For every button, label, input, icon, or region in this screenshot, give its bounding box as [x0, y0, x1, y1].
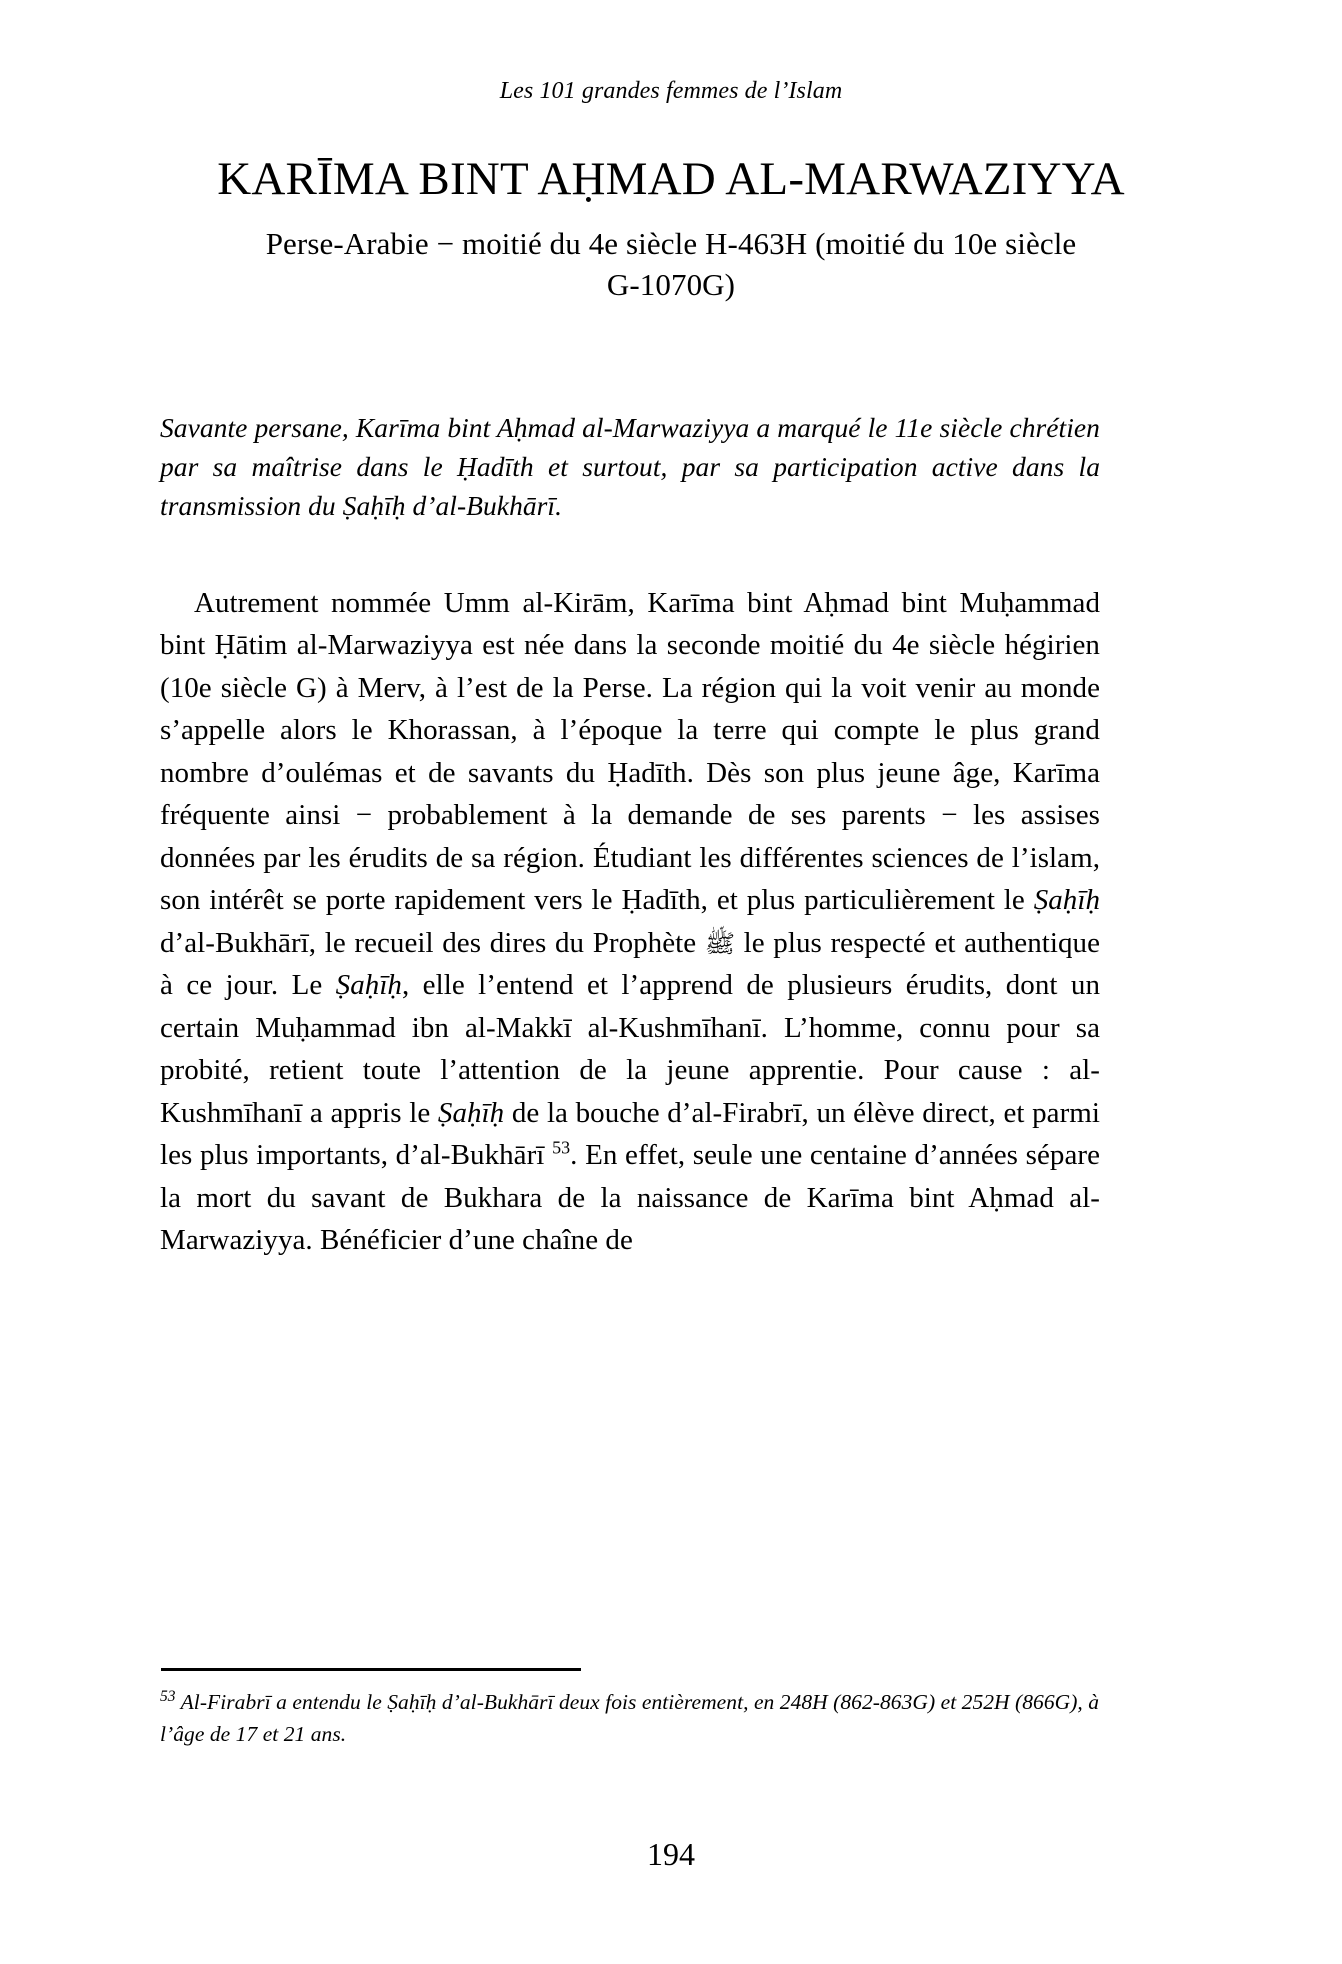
body-run-3: le plus respecté et authentique à ce jour. Le [160, 926, 1100, 1002]
body-run-4: , elle l’entend et l’apprend de plusieurs érudits, dont un certain Muḥammad ibn al-Makkī al-Kushmīhanī. L’homme, connu pour sa probité, retient toute l’attention de la jeune apprentie. Pour cause : al-Kushmīhanī a appris le [160, 969, 1101, 1129]
body-run-6: . En effet, seule une centaine d’années sépare la mort du savant de Bukhara de la naissance de Karīma bint Aḥmad al-Marwaziyya. Bénéficier d’une chaîne de [160, 1139, 1100, 1257]
body-italic-sahih-3: Ṣaḥīḥ [437, 1096, 505, 1129]
lead-paragraph: Savante persane, Karīma bint Aḥmad al-Marwaziyya a marqué le 11e siècle chrétien par sa maîtrise dans le Ḥadīth et surtout, par sa participation active dans la transmission du Ṣaḥīḥ d’al-Bukhārī. [160, 412, 1100, 522]
salawat-icon: ﷺ [704, 928, 736, 958]
chapter-title: KARĪMA BINT AḤMAD AL-MARWAZIYYA [217, 153, 1125, 205]
footnote-reference-53[interactable]: 53 [552, 1137, 571, 1158]
footnote-text: Al-Firabrī a entendu le Ṣaḥīḥ d’al-Bukhārī deux fois entièrement, en 248H (862-863G) et 252H (866G), à l’âge de 17 et 21 ans. [160, 1690, 1100, 1747]
page-number: 194 [647, 1836, 695, 1872]
body-paragraph [160, 582, 1100, 1262]
body-italic-sahih-1: Ṣaḥīḥ [1033, 884, 1100, 917]
title-block [200, 150, 1142, 306]
body-run-5: de la bouche d’al-Firabrī, un élève direct, et parmi les plus importants, d’al-Bukhārī [160, 1096, 1101, 1172]
body-run-1: Autrement nommée Umm al-Kirām, Karīma bint Aḥmad bint Muḥammad bint Ḥātim al-Marwaziyya est née dans la seconde moitié du 4e siècle hégirien (10e siècle G) à Merv, à l’est de la Perse. La région qui la voit venir au monde s’appelle alors le Khorassan, à l’époque la terre qui compte le plus grand nombre d’oulémas et de savants du Ḥadīth. Dès son plus jeune âge, Karīma fréquente ainsi − probablement à la demande de ses parents − les assises données par les érudits de sa région. Étudiant les différentes sciences de l’islam, son intérêt se porte rapidement vers le Ḥadīth, et plus particulièrement le [160, 587, 1100, 917]
body-text [160, 582, 1100, 1262]
footnote-separator [161, 1668, 581, 1671]
running-head: Les 101 grandes femmes de l’Islam [499, 78, 843, 104]
body-run-2: d’al-Bukhārī, le recueil des dires du Prophète [160, 926, 705, 959]
body-italic-sahih-2: Ṣaḥīḥ [335, 969, 402, 1002]
footnote-block [160, 1686, 1110, 1751]
footnote-marker-53: 53 [160, 1687, 176, 1705]
chapter-subtitle: Perse-Arabie − moitié du 4e siècle H-463H (moitié du 10e siècle G-1070G) [265, 226, 1077, 303]
